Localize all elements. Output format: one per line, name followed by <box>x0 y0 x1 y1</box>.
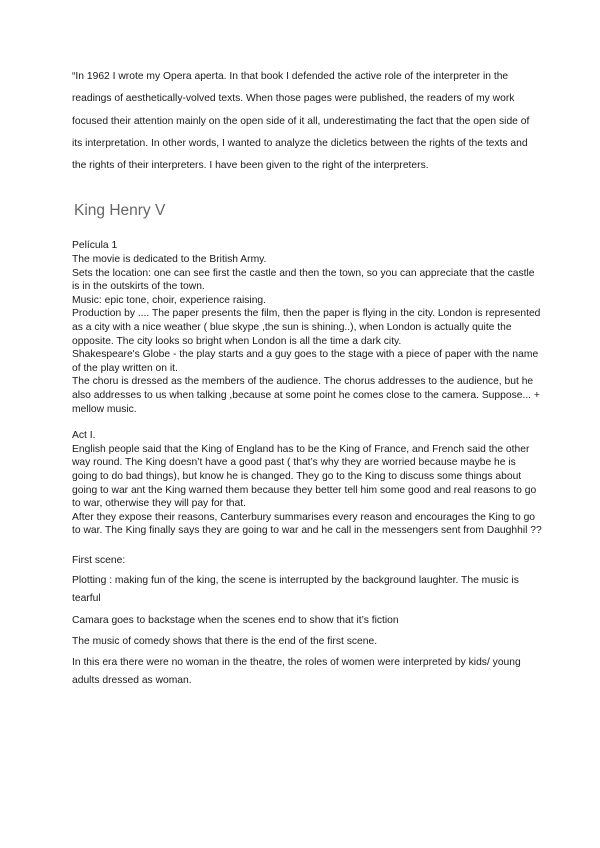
pelicula-line: Sets the location: one can see first the castle and then the town, so you can appreciate that the castle is in the outskirts of the town. <box>72 267 535 293</box>
first-scene-line: Camara goes to backstage when the scenes end to show that it’s fiction <box>72 614 399 626</box>
first-scene-line: The music of comedy shows that there is the end of the first scene. <box>72 635 378 647</box>
pelicula-label: Película 1 <box>72 240 118 252</box>
pelicula-line: The movie is dedicated to the British Army. <box>72 254 267 266</box>
act1-paragraph: After they expose their reasons, Canterbury summarises every reason and encourages the King to go to war. The King finally says they are going to war and he call in the messengers sent from Daughhil ?? <box>72 511 542 537</box>
pelicula-section <box>72 239 542 416</box>
first-scene-line: In this era there were no woman in the theatre, the roles of women were interpreted by kids/ young adults dressed as woman. <box>72 656 521 687</box>
document-page <box>72 66 542 690</box>
section-heading: King Henry V <box>74 202 166 220</box>
pelicula-line: The choru is dressed as the members of the audience. The chorus addresses to the audience, but he also addresses to us when talking ,because at some point he comes close to the camera. Suppose... + mellow music. <box>72 376 540 415</box>
pelicula-line: Music: epic tone, choir, experience raising. <box>72 294 267 306</box>
first-scene-line: Plotting : making fun of the king, the scene is interrupted by the background laughter. The music is tearful <box>72 575 519 605</box>
first-scene-section <box>72 552 542 690</box>
act1-section <box>72 429 542 538</box>
first-scene-label: First scene: <box>72 554 126 566</box>
pelicula-line: Production by .... The paper presents the film, then the paper is flying in the city. London is represented as a city with a nice weather ( blue skype ,the sun is shining..), when London is actually quite the opposite. The city looks so bright when London is all the time a dark city. <box>72 308 541 347</box>
act1-paragraph: English people said that the King of England has to be the King of France, and French said the other way round. The King doesn’t have a good past ( that’s why they are worried because maybe he is going to do bad things), but know he is changed. They go to the King to discuss some things about going to war ant the King warned them because they better tell him some good and real reasons to go to war, otherwise they will pay for that. <box>72 443 537 510</box>
act1-label: Act I. <box>72 430 96 442</box>
intro-quote <box>72 66 542 177</box>
pelicula-line: Shakespeare's Globe - the play starts and a guy goes to the stage with a piece of paper with the name of the play written on it. <box>72 349 539 374</box>
intro-paragraph: “In 1962 I wrote my Opera aperta. In that book I defended the active role of the interpreter in the readings of aesthetically-volved texts. When those pages were published, the readers of my work focused their attention mainly on the open side of it all, underestimating the fact that the open side of its interpretation. In other words, I wanted to analyze the dicletics between the rights of the texts and the rights of their interpreters. I have been given to the right of the interpreters. <box>72 71 530 172</box>
